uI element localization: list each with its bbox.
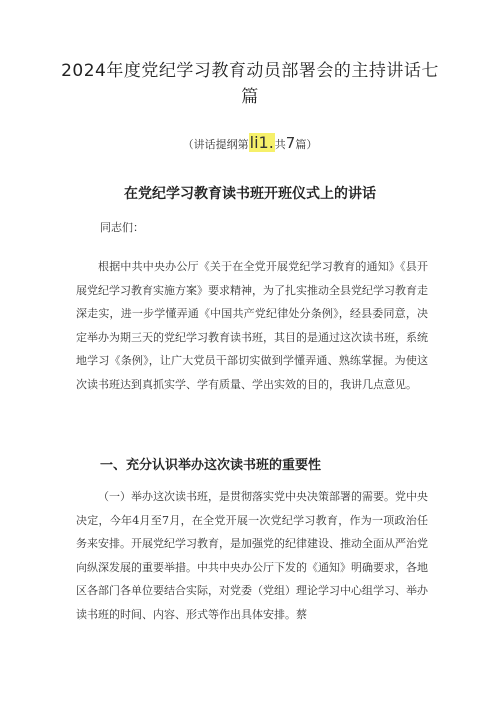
document-title: 2024年度党纪学习教育动员部署会的主持讲话七篇 <box>61 61 439 107</box>
outline-note-count: 7 <box>285 134 296 152</box>
salutation: 同志们： <box>100 221 144 234</box>
speech-title: 在党纪学习教育读书班开班仪式上的讲话 <box>124 186 376 202</box>
outline-note-suffix: 篇） <box>295 138 318 151</box>
outline-note-mid: 共 <box>274 138 286 151</box>
body-paragraph-2: （一）举办这次读书班，是贯彻落实党中央决策部署的需要。党中央决定，今年4月至7月，在全党开展一次党纪学习教育，作为一项政治任务来安排。开展党纪学习教育，是加强党的纪律建设、推动全面从严治党向纵深发展的重要举措。中共中央办公厅下发的《通知》明确要求，各地区各部门各单位要结合实际，对党委（党组）理论学习中心组学习、举办读书班的时间、内容、形式等作出具体安排。蔡 <box>76 490 428 621</box>
outline-note <box>0 134 500 154</box>
highlighted-text: li1. <box>249 133 274 152</box>
outline-note-prefix: （讲话提纲第 <box>182 138 249 151</box>
body-paragraph-1: 根据中共中央办公厅《关于在全党开展党纪学习教育的通知》《县开展党纪学习教育实施方案》要求精神，为了扎实推动全县党纪学习教育走深走实，进一步学懂弄通《中国共产党纪律处分条例》，经县委同意，决定举办为期三天的党纪学习教育读书班，其目的是通过这次读书班，系统地学习《条例》，让广大党员干部切实做到学懂弄通、熟练掌握。为使这次读书班达到真抓实学、学有质量、学出实效的目的，我讲几点意见。 <box>76 260 428 391</box>
section-heading-1: 一、充分认识举办这次读书班的重要性 <box>100 458 322 473</box>
